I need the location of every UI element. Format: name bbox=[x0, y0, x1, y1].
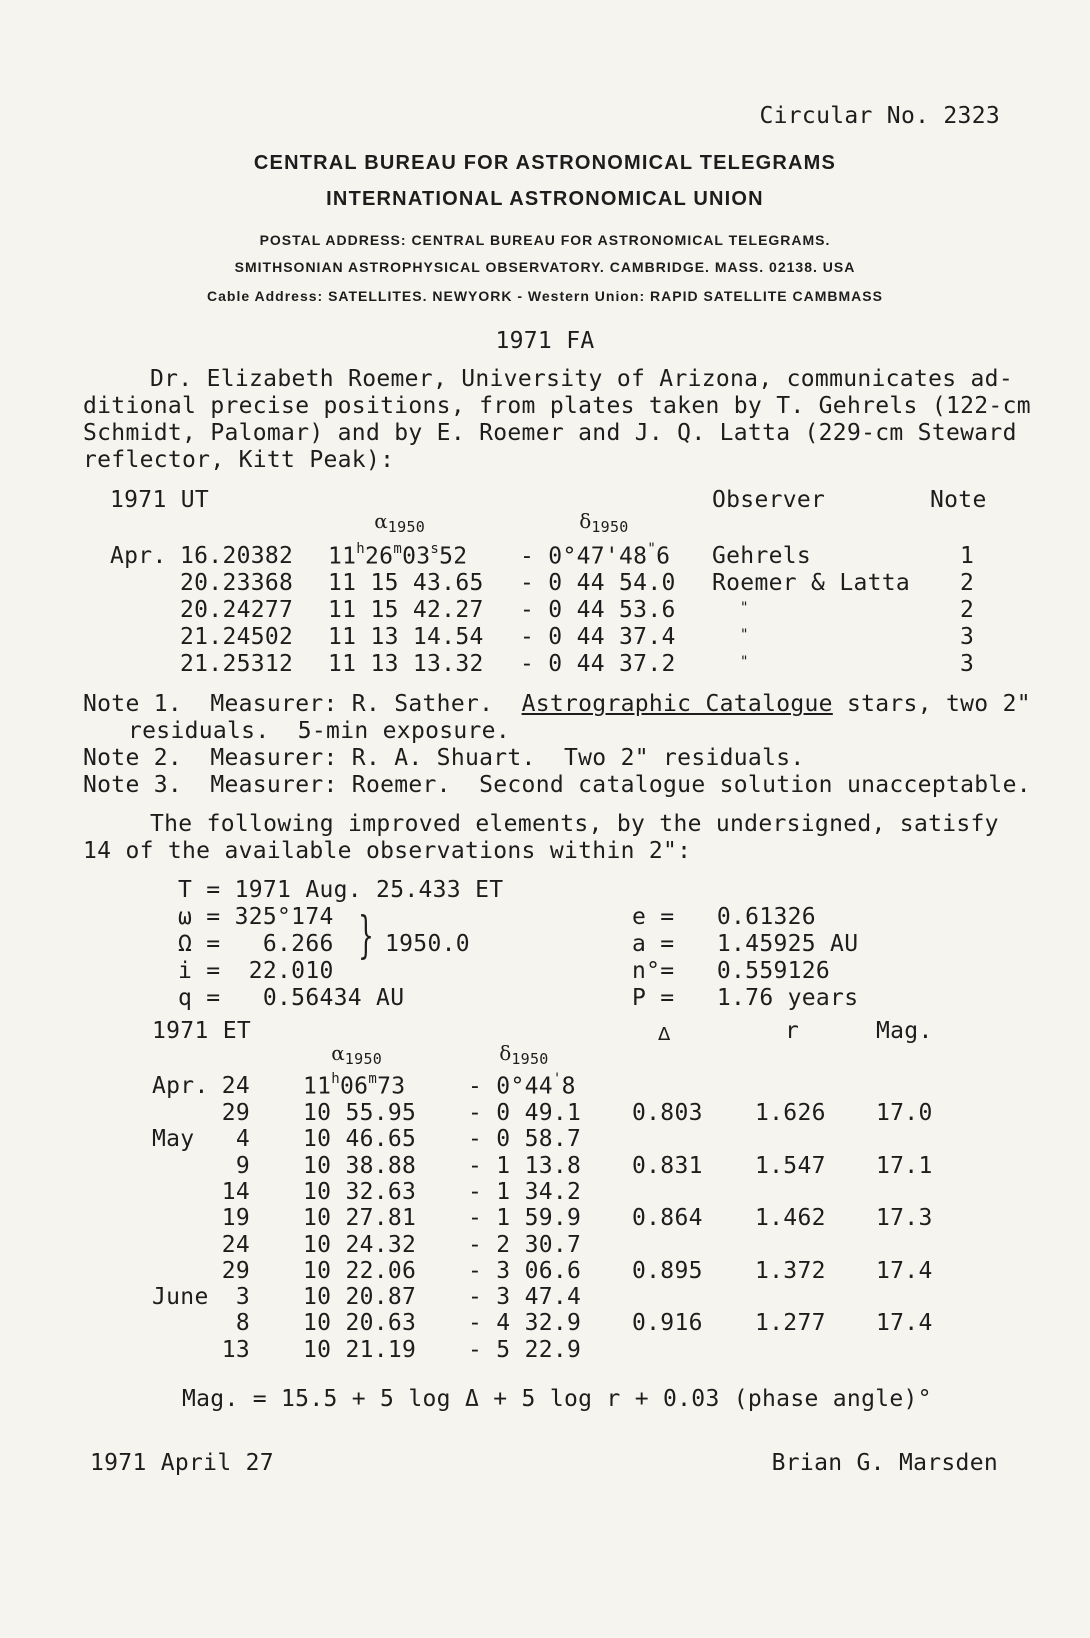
note-3: Note 3. Measurer: Roemer. Second catalogue solution unacceptable. bbox=[83, 772, 1031, 798]
ephemeris-header-ra: $\alpha_{1950}$ bbox=[331, 1041, 383, 1069]
ephemeris-row-day: 29 bbox=[221, 1258, 250, 1284]
object-designation: 1971 FA bbox=[495, 328, 595, 354]
ephemeris-row-day: 4 bbox=[235, 1126, 250, 1152]
ephemeris-row-ra: 10 22.06 bbox=[303, 1258, 417, 1284]
ephemeris-row-mag: 17.3 bbox=[876, 1205, 933, 1231]
postal-address-line1: POSTAL ADDRESS: CENTRAL BUREAU FOR ASTRONOMICAL TELEGRAMS. bbox=[259, 232, 831, 248]
position-row-dec: - 0 44 54.0 bbox=[520, 570, 676, 596]
positions-header-time: 1971 UT bbox=[110, 487, 210, 513]
position-row-ra: 11 13 14.54 bbox=[328, 624, 484, 650]
position-row-ra: 11 15 42.27 bbox=[328, 597, 484, 623]
ephemeris-row-mag: 17.4 bbox=[876, 1310, 933, 1336]
ephemeris-header-delta: Δ bbox=[658, 1024, 671, 1045]
element-node: Ω = 6.266 bbox=[178, 931, 334, 957]
position-row-day: 21.25312 bbox=[180, 651, 294, 677]
equinox-brace: } bbox=[357, 906, 374, 964]
ephemeris-row-day: 29 bbox=[221, 1100, 250, 1126]
element-P: P = 1.76 years bbox=[632, 985, 859, 1011]
note-1: Note 1. Measurer: R. Sather. Astrographic Catalogue stars, two 2" bbox=[83, 691, 1031, 717]
ephemeris-row-r: 1.462 bbox=[755, 1205, 826, 1231]
note-1-continuation: residuals. 5-min exposure. bbox=[128, 718, 510, 744]
element-inclination: i = 22.010 bbox=[178, 958, 334, 984]
element-n: n°= 0.559126 bbox=[632, 958, 831, 984]
elements-intro-line-2: 14 of the available observations within 2": bbox=[83, 838, 692, 864]
positions-header-dec: $\delta_{1950}$ bbox=[579, 509, 629, 537]
ephemeris-row-mag: 17.0 bbox=[876, 1100, 933, 1126]
ephemeris-row-day: 8 bbox=[235, 1310, 250, 1336]
ephemeris-row-r: 1.372 bbox=[755, 1258, 826, 1284]
element-T: T = 1971 Aug. 25.433 ET bbox=[178, 877, 504, 903]
ephemeris-row-ra: 10 38.88 bbox=[303, 1153, 417, 1179]
position-row-day: 20.24277 bbox=[180, 597, 294, 623]
ephemeris-row-ra: 10 27.81 bbox=[303, 1205, 417, 1231]
element-q: q = 0.56434 AU bbox=[178, 985, 405, 1011]
position-row-observer: " bbox=[740, 654, 749, 670]
position-row-ra: 11$^h$26$^m$03$^s$52 bbox=[328, 541, 468, 570]
ephemeris-header-mag: Mag. bbox=[876, 1018, 933, 1044]
intro-line-3: Schmidt, Palomar) and by E. Roemer and J. Q. Latta (229-cm Steward bbox=[83, 420, 1017, 446]
ephemeris-header-r: r bbox=[785, 1018, 800, 1044]
ephemeris-row-dec: - 1 59.9 bbox=[468, 1205, 582, 1231]
ephemeris-row-day: 24 bbox=[221, 1073, 250, 1099]
ephemeris-row-delta: 0.831 bbox=[632, 1153, 703, 1179]
ephemeris-row-month: May bbox=[152, 1126, 195, 1152]
ephemeris-row-dec: - 3 47.4 bbox=[468, 1284, 582, 1310]
ephemeris-row-day: 24 bbox=[221, 1232, 250, 1258]
ephemeris-row-dec: - 1 13.8 bbox=[468, 1153, 582, 1179]
position-row-observer: " bbox=[740, 600, 749, 616]
ephemeris-row-day: 3 bbox=[235, 1284, 250, 1310]
positions-header-note: Note bbox=[930, 487, 987, 513]
ephemeris-row-mag: 17.4 bbox=[876, 1258, 933, 1284]
position-row-day: 21.24502 bbox=[180, 624, 294, 650]
ephemeris-row-ra: 10 55.95 bbox=[303, 1100, 417, 1126]
union-title: INTERNATIONAL ASTRONOMICAL UNION bbox=[326, 188, 764, 210]
ephemeris-row-day: 13 bbox=[221, 1337, 250, 1363]
ephemeris-row-ra: 10 46.65 bbox=[303, 1126, 417, 1152]
ephemeris-row-mag: 17.1 bbox=[876, 1153, 933, 1179]
ephemeris-row-ra: 10 21.19 bbox=[303, 1337, 417, 1363]
position-row-note: 2 bbox=[960, 570, 975, 596]
element-equinox: 1950.0 bbox=[385, 931, 470, 957]
ephemeris-row-r: 1.547 bbox=[755, 1153, 826, 1179]
intro-line-4: reflector, Kitt Peak): bbox=[83, 447, 395, 473]
ephemeris-row-r: 1.277 bbox=[755, 1310, 826, 1336]
ephemeris-row-dec: - 4 32.9 bbox=[468, 1310, 582, 1336]
ephemeris-row-ra: 10 20.87 bbox=[303, 1284, 417, 1310]
position-row-observer: " bbox=[740, 627, 749, 643]
ephemeris-row-ra: 10 20.63 bbox=[303, 1310, 417, 1336]
ephemeris-row-dec: - 1 34.2 bbox=[468, 1179, 582, 1205]
ephemeris-row-dec: - 5 22.9 bbox=[468, 1337, 582, 1363]
ephemeris-row-month: June bbox=[152, 1284, 209, 1310]
position-row-ra: 11 15 43.65 bbox=[328, 570, 484, 596]
note-2: Note 2. Measurer: R. A. Shuart. Two 2" residuals. bbox=[83, 745, 805, 771]
position-row-day: 16.20382 bbox=[180, 543, 294, 569]
ephemeris-row-ra: 11$^h$06$^m$73 bbox=[303, 1071, 406, 1100]
ephemeris-row-dec: - 2 30.7 bbox=[468, 1232, 582, 1258]
postal-address-line2: SMITHSONIAN ASTROPHYSICAL OBSERVATORY. CAMBRIDGE. MASS. 02138. USA bbox=[234, 259, 856, 275]
intro-line-1: Dr. Elizabeth Roemer, University of Arizona, communicates ad- bbox=[150, 366, 1013, 392]
circular-number: Circular No. 2323 bbox=[759, 103, 1000, 129]
signature: Brian G. Marsden bbox=[771, 1450, 998, 1476]
magnitude-formula: Mag. = 15.5 + 5 log Δ + 5 log r + 0.03 (phase angle)° bbox=[182, 1386, 932, 1412]
position-row-dec: - 0 44 53.6 bbox=[520, 597, 676, 623]
intro-line-2: ditional precise positions, from plates taken by T. Gehrels (122-cm bbox=[83, 393, 1031, 419]
ephemeris-row-day: 19 bbox=[221, 1205, 250, 1231]
positions-header-ra: $\alpha_{1950}$ bbox=[374, 509, 426, 537]
ephemeris-row-day: 9 bbox=[235, 1153, 250, 1179]
position-row-dec: - 0°47'48"6 bbox=[520, 541, 671, 570]
element-omega: ω = 325°174 bbox=[178, 904, 334, 930]
issue-date: 1971 April 27 bbox=[90, 1450, 274, 1476]
ephemeris-header-dec: $\delta_{1950}$ bbox=[499, 1041, 549, 1069]
position-row-observer: Gehrels bbox=[712, 543, 812, 569]
position-row-ra: 11 13 13.32 bbox=[328, 651, 484, 677]
positions-header-observer: Observer bbox=[712, 487, 826, 513]
position-row-month: Apr. bbox=[110, 543, 167, 569]
ephemeris-row-day: 14 bbox=[221, 1179, 250, 1205]
position-row-day: 20.23368 bbox=[180, 570, 294, 596]
position-row-note: 3 bbox=[960, 651, 975, 677]
position-row-note: 3 bbox=[960, 624, 975, 650]
ephemeris-row-dec: - 0°44'8 bbox=[468, 1071, 576, 1100]
position-row-observer: Roemer & Latta bbox=[712, 570, 911, 596]
ephemeris-row-ra: 10 24.32 bbox=[303, 1232, 417, 1258]
bureau-title: CENTRAL BUREAU FOR ASTRONOMICAL TELEGRAMS bbox=[253, 152, 837, 174]
ephemeris-row-dec: - 0 58.7 bbox=[468, 1126, 582, 1152]
ephemeris-row-delta: 0.864 bbox=[632, 1205, 703, 1231]
ephemeris-row-month: Apr. bbox=[152, 1073, 209, 1099]
position-row-dec: - 0 44 37.2 bbox=[520, 651, 676, 677]
position-row-note: 2 bbox=[960, 597, 975, 623]
ephemeris-row-dec: - 0 49.1 bbox=[468, 1100, 582, 1126]
element-e: e = 0.61326 bbox=[632, 904, 816, 930]
cable-address: Cable Address: SATELLITES. NEWYORK - Western Union: RAPID SATELLITE CAMBMASS bbox=[207, 288, 883, 304]
ephemeris-row-ra: 10 32.63 bbox=[303, 1179, 417, 1205]
ephemeris-header-time: 1971 ET bbox=[152, 1018, 252, 1044]
ephemeris-row-delta: 0.916 bbox=[632, 1310, 703, 1336]
position-row-note: 1 bbox=[960, 543, 975, 569]
ephemeris-row-delta: 0.895 bbox=[632, 1258, 703, 1284]
ephemeris-row-r: 1.626 bbox=[755, 1100, 826, 1126]
elements-intro-line-1: The following improved elements, by the undersigned, satisfy bbox=[150, 811, 999, 837]
ephemeris-row-delta: 0.803 bbox=[632, 1100, 703, 1126]
position-row-dec: - 0 44 37.4 bbox=[520, 624, 676, 650]
element-a: a = 1.45925 AU bbox=[632, 931, 859, 957]
ephemeris-row-dec: - 3 06.6 bbox=[468, 1258, 582, 1284]
